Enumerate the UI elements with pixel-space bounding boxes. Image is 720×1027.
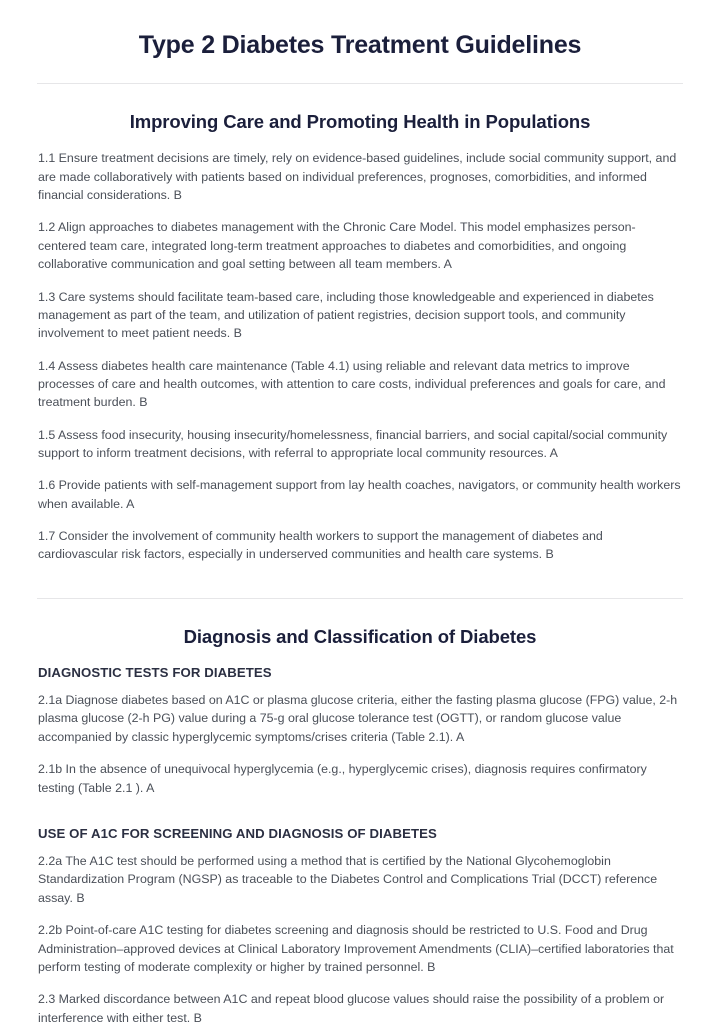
section-spacer: [0, 564, 720, 576]
guideline-paragraph-1-3: 1.3 Care systems should facilitate team-based care, including those knowledgeable and experienced in diabetes management as part of the team, and utilization of patient registries, decision support tools, and community involvement to meet patient needs. B: [38, 289, 654, 341]
guideline-paragraph-2-1b: 2.1b In the absence of unequivocal hyperglycemia (e.g., hyperglycemic crises), diagnosis requires confirmatory testing (Table 2.1 ). A: [38, 762, 647, 795]
guideline-paragraph-1-7: 1.7 Consider the involvement of community health workers to support the management of diabetes and cardiovascular risk factors, especially in underserved communities and health care systems. B: [38, 529, 603, 562]
guideline-paragraph-2-1a: 2.1a Diagnose diabetes based on A1C or plasma glucose criteria, either the fasting plasma glucose (FPG) value, 2-h plasma glucose (2-h PG) value during a 75-g oral glucose tolerance test (OGTT), or random glucose value accompanied by classic hyperglycemic symptoms/crises criteria (Table 2.1). A: [38, 693, 678, 744]
section-improving-care: [0, 84, 720, 564]
guideline-paragraph-1-5: 1.5 Assess food insecurity, housing insecurity/homelessness, financial barriers, and social capital/social community support to inform treatment decisions, with referral to appropriate local community resources. A: [38, 427, 668, 461]
section-heading-improving-care: Improving Care and Promoting Health in Populations: [129, 111, 591, 133]
section-diagnosis-classification: [0, 599, 720, 1027]
guideline-paragraph-1-4: 1.4 Assess diabetes health care maintenance (Table 4.1) using reliable and relevant data metrics to improve processes of care and health outcomes, with attention to care costs, individual preferences and goals for care, and treatment burden. B: [38, 358, 666, 410]
section-heading-diagnosis-classification: Diagnosis and Classification of Diabetes: [183, 625, 537, 647]
guideline-paragraph-1-6: 1.6 Provide patients with self-management support from lay health coaches, navigators, or community health workers when available. A: [38, 478, 681, 511]
page-title: Type 2 Diabetes Treatment Guidelines: [138, 31, 582, 59]
subsection-heading-a1c-screening: USE OF A1C FOR SCREENING AND DIAGNOSIS OF DIABETES: [38, 825, 437, 841]
guideline-paragraph-1-2: 1.2 Align approaches to diabetes management with the Chronic Care Model. This model emphasizes person-centered team care, integrated long-term treatment approaches to diabetes and comorbidities, and ongoing collaborative communication and goal setting between all team members. A: [38, 220, 636, 272]
guideline-paragraph-2-2b: 2.2b Point-of-care A1C testing for diabetes screening and diagnosis should be restricted to U.S. Food and Drug Administration–approved devices at Clinical Laboratory Improvement Amendments (CLIA)–certified laboratories that perform testing of moderate complexity or higher by trained personnel. B: [38, 923, 674, 974]
guideline-paragraph-2-3: 2.3 Marked discordance between A1C and repeat blood glucose values should raise the possibility of a problem or interference with either test. B: [38, 992, 665, 1025]
guideline-paragraph-2-2a: 2.2a The A1C test should be performed using a method that is certified by the National Glycohemoglobin Standardization Program (NGSP) as traceable to the Diabetes Control and Complications Trial (DCCT) reference assay. B: [38, 854, 658, 905]
subsection-heading-diagnostic-tests: DIAGNOSTIC TESTS FOR DIABETES: [38, 664, 272, 680]
guideline-paragraph-1-1: 1.1 Ensure treatment decisions are timely, rely on evidence-based guidelines, include social community support, and are made collaboratively with patients based on individual preferences, prognoses, comorbidities, and informed financial considerations. B: [38, 151, 677, 203]
